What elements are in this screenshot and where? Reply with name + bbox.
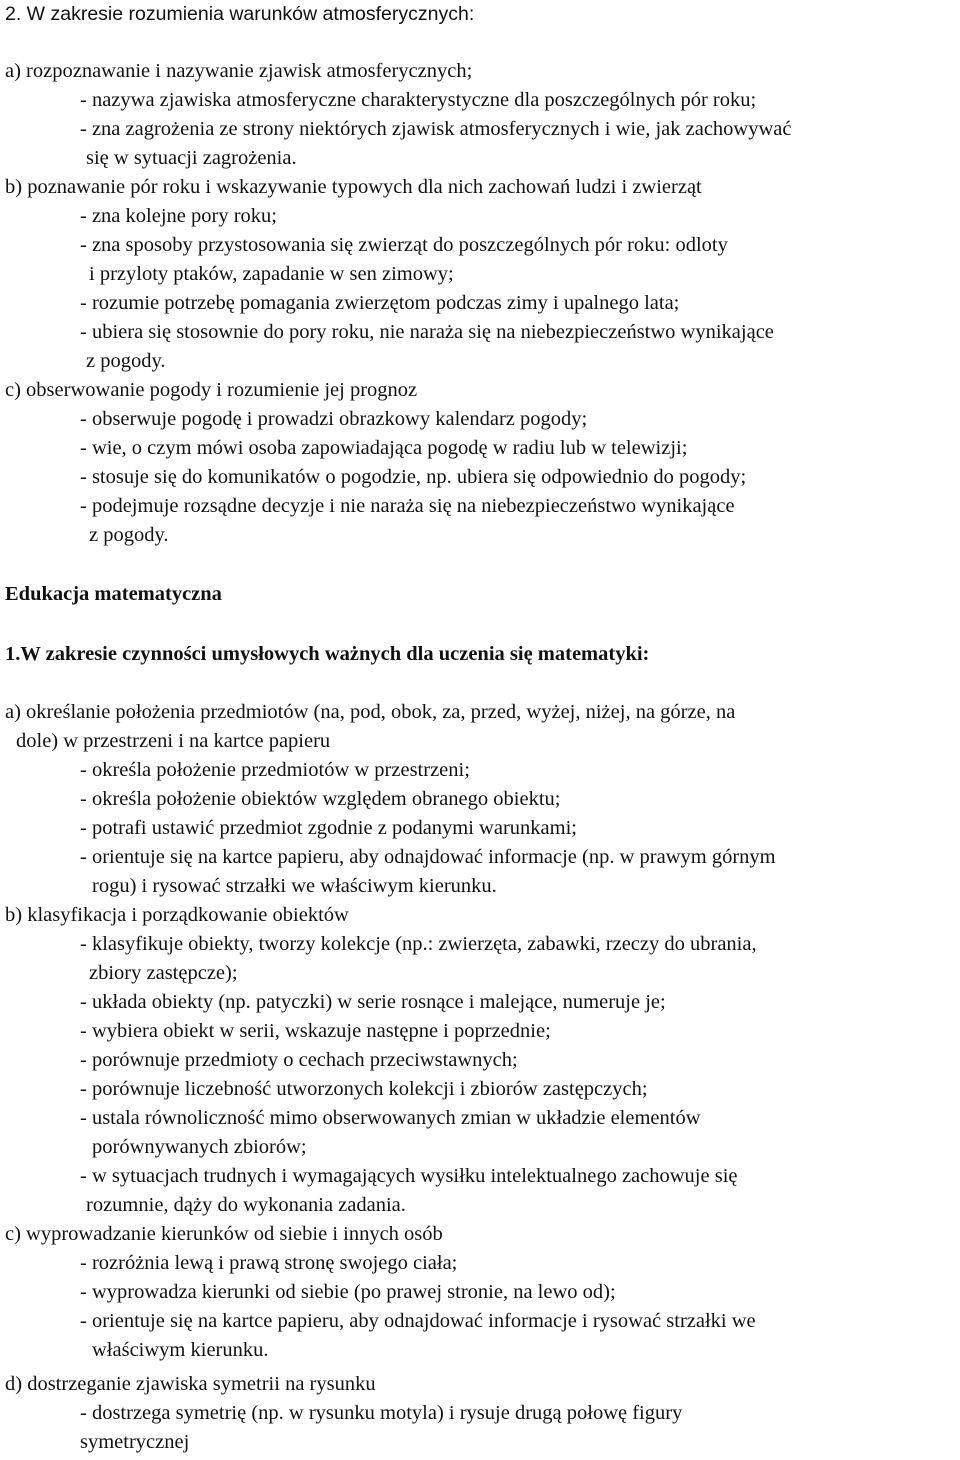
list-item: - wybiera obiekt w serii, wskazuje następne i poprzednie; <box>80 1020 551 1042</box>
list-item: zbiory zastępcze); <box>89 962 238 984</box>
list-item: - ubiera się stosownie do pory roku, nie naraża się na niebezpieczeństwo wynikające <box>80 321 774 343</box>
list-item: - stosuje się do komunikatów o pogodzie, np. ubiera się odpowiednio do pogody; <box>80 466 747 488</box>
list-item: porównywanych zbiorów; <box>92 1136 307 1158</box>
section-math-title: Edukacja matematyczna <box>5 583 222 605</box>
subsection-c-heading: c) obserwowanie pogody i rozumienie jej prognoz <box>5 379 418 401</box>
list-item: - wie, o czym mówi osoba zapowiadająca pogodę w radiu lub w telewizji; <box>80 437 688 459</box>
list-item: - rozróżnia lewą i prawą stronę swojego ciała; <box>80 1252 458 1274</box>
list-item: rozumnie, dąży do wykonania zadania. <box>86 1194 406 1216</box>
list-item: - określa położenie przedmiotów w przestrzeni; <box>80 759 470 781</box>
list-item: - zna zagrożenia ze strony niektórych zjawisk atmosferycznych i wie, jak zachowywać <box>80 118 792 140</box>
math-a-heading-cont: dole) w przestrzeni i na kartce papieru <box>16 730 331 752</box>
math-b-heading: b) klasyfikacja i porządkowanie obiektów <box>5 904 349 926</box>
list-item: właściwym kierunku. <box>92 1339 269 1361</box>
list-item: - porównuje liczebność utworzonych kolekcji i zbiorów zastępczych; <box>80 1078 648 1100</box>
list-item: i przyloty ptaków, zapadanie w sen zimowy; <box>89 263 454 285</box>
list-item: - porównuje przedmioty o cechach przeciwstawnych; <box>80 1049 518 1071</box>
subsection-a-heading: a) rozpoznawanie i nazywanie zjawisk atmosferycznych; <box>5 60 473 82</box>
math-d-heading: d) dostrzeganie zjawiska symetrii na rysunku <box>5 1373 376 1395</box>
list-item: - orientuje się na kartce papieru, aby odnajdować informacje (np. w prawym górnym <box>80 846 776 868</box>
list-item: - obserwuje pogodę i prowadzi obrazkowy kalendarz pogody; <box>80 408 588 430</box>
list-item: - potrafi ustawić przedmiot zgodnie z podanymi warunkami; <box>80 817 577 839</box>
list-item: - określa położenie obiektów względem obranego obiektu; <box>80 788 561 810</box>
list-item: - układa obiekty (np. patyczki) w serie rosnące i malejące, numeruje je; <box>80 991 666 1013</box>
list-item: - w sytuacjach trudnych i wymagających wysiłku intelektualnego zachowuje się <box>80 1165 738 1187</box>
math-c-heading: c) wyprowadzanie kierunków od siebie i innych osób <box>5 1223 443 1245</box>
list-item: - nazywa zjawiska atmosferyczne charakterystyczne dla poszczególnych pór roku; <box>80 89 757 111</box>
list-item: - wyprowadza kierunki od siebie (po prawej stronie, na lewo od); <box>80 1281 616 1303</box>
list-item: się w sytuacji zagrożenia. <box>86 147 297 169</box>
list-item: - klasyfikuje obiekty, tworzy kolekcje (np.: zwierzęta, zabawki, rzeczy do ubrania, <box>80 933 757 955</box>
list-item: - rozumie potrzebę pomagania zwierzętom podczas zimy i upalnego lata; <box>80 292 680 314</box>
list-item: - orientuje się na kartce papieru, aby odnajdować informacje i rysować strzałki we <box>80 1310 756 1332</box>
math-a-heading: a) określanie położenia przedmiotów (na, pod, obok, za, przed, wyżej, niżej, na górze, na <box>5 701 736 723</box>
list-item: - ustala równoliczność mimo obserwowanych zmian w układzie elementów <box>80 1107 701 1129</box>
list-item: - dostrzega symetrię (np. w rysunku motyla) i rysuje drugą połowę figury <box>80 1402 683 1424</box>
section-2-title: 2. W zakresie rozumienia warunków atmosferycznych: <box>5 3 475 25</box>
list-item: - zna sposoby przystosowania się zwierząt do poszczególnych pór roku: odloty <box>80 234 728 256</box>
list-item: rogu) i rysować strzałki we właściwym kierunku. <box>92 875 497 897</box>
list-item: z pogody. <box>86 350 166 372</box>
list-item: symetrycznej <box>80 1431 190 1453</box>
list-item: z pogody. <box>89 524 169 546</box>
subsection-1-title: 1.W zakresie czynności umysłowych ważnych dla uczenia się matematyki: <box>5 643 650 665</box>
list-item: - podejmuje rozsądne decyzje i nie naraża się na niebezpieczeństwo wynikające <box>80 495 735 517</box>
list-item: - zna kolejne pory roku; <box>80 205 277 227</box>
subsection-b-heading: b) poznawanie pór roku i wskazywanie typowych dla nich zachowań ludzi i zwierząt <box>5 176 702 198</box>
